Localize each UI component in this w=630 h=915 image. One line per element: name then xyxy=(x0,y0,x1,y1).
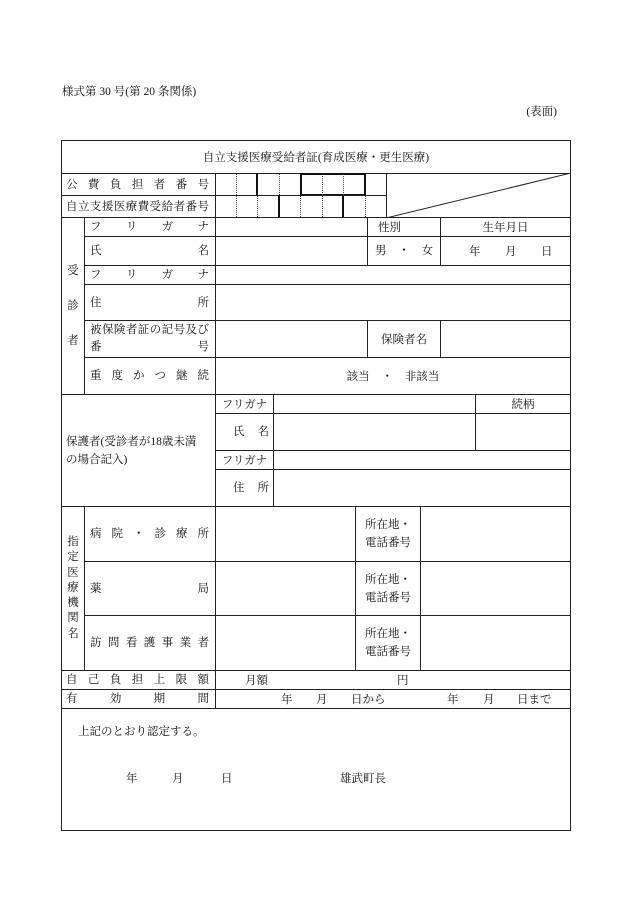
unused-strike-cell xyxy=(386,173,571,218)
hospital-location-label-cell xyxy=(355,506,421,562)
patient-address-furigana-label-cell xyxy=(84,265,216,285)
insurance-card-field xyxy=(215,320,368,358)
sex-label: 性別 xyxy=(378,222,401,234)
pharmacy-label-cell xyxy=(84,561,216,616)
sex-options-cell xyxy=(367,236,441,266)
digit-divider xyxy=(300,196,301,217)
copay-limit-label: 自 己 負 担 上 限 額 xyxy=(66,674,209,686)
patient-name-label: 氏 名 xyxy=(90,245,209,257)
validity-label-cell xyxy=(61,689,216,709)
facilities-section-cell xyxy=(61,506,85,671)
pharmacy-name-field xyxy=(215,561,356,616)
insurer-name-field xyxy=(440,320,571,358)
diagonal-strike-line xyxy=(386,173,571,218)
certification-cell xyxy=(61,708,571,831)
guardian-address-furigana-field xyxy=(273,450,571,470)
copay-limit-label-cell xyxy=(61,670,216,690)
pharmacy-location-label xyxy=(365,571,411,607)
severe-continuous-label-cell xyxy=(84,357,216,395)
location-label-line2: 電話番号 xyxy=(365,591,411,604)
pharmacy-location-label-cell xyxy=(355,561,421,616)
patient-address-furigana-field xyxy=(215,265,571,285)
patient-address-field xyxy=(215,284,571,321)
recipient-number-boxes xyxy=(215,195,387,218)
public-payer-number-boxes xyxy=(215,173,387,196)
relationship-field xyxy=(475,413,571,451)
patient-section-cell xyxy=(61,217,85,395)
severe-continuous-label: 重 度 か つ 継 続 xyxy=(90,370,209,382)
certification-statement: 上記のとおり認定する。 xyxy=(78,726,205,738)
guardian-address-field xyxy=(273,469,571,507)
severe-continuous-options: 該当 ・ 非該当 xyxy=(346,371,440,383)
public-payer-number-label: 公 費 負 担 者 番 号 xyxy=(66,178,209,191)
location-label-line1: 所在地・ xyxy=(365,628,411,640)
public-payer-number-label-cell xyxy=(61,173,216,196)
guardian-section-label-line2: の場合記入) xyxy=(66,453,128,466)
birthdate-year-unit: 年 xyxy=(469,246,481,258)
certification-month: 月 xyxy=(172,773,184,785)
hospital-location-label xyxy=(365,516,411,552)
patient-name-furigana-label: フ リ ガ ナ xyxy=(90,221,209,233)
digit-divider xyxy=(322,196,323,217)
insurance-card-label-line2: 番 号 xyxy=(90,341,209,353)
certification-day: 日 xyxy=(221,773,233,785)
recipient-number-label-cell xyxy=(61,195,216,218)
home-nursing-label: 訪 問 看 護 事 業 者 xyxy=(90,637,209,649)
validity-to-year: 年 xyxy=(447,694,459,706)
validity-field xyxy=(215,689,571,709)
monthly-amount-label: 月額 xyxy=(245,675,268,687)
insurance-card-label xyxy=(90,322,209,356)
patient-name-field xyxy=(215,236,368,266)
relationship-label-cell xyxy=(475,394,571,414)
digit-divider xyxy=(322,174,323,195)
home-nursing-name-field xyxy=(215,615,356,671)
guardian-address-label: 住 所 xyxy=(233,482,269,494)
copay-limit-field xyxy=(215,670,571,690)
guardian-address-furigana-label-cell xyxy=(215,450,274,470)
insurer-name-label-cell xyxy=(367,320,441,358)
validity-to-month: 月 xyxy=(483,694,495,706)
group-divider xyxy=(256,173,258,196)
digit-divider xyxy=(279,174,280,195)
location-label-line2: 電話番号 xyxy=(365,537,411,549)
issuer-name: 雄武町長 xyxy=(340,773,386,785)
title-cell xyxy=(61,140,571,174)
yen-unit: 円 xyxy=(397,675,409,687)
guardian-section-label-line1: 保護者(受診者が18歳未満 xyxy=(66,435,197,448)
recipient-number-label: 自立支援医療費受給者番号 xyxy=(66,200,209,213)
home-nursing-location-label xyxy=(365,625,411,661)
digit-divider xyxy=(236,174,237,195)
patient-section-label: 受診者 xyxy=(67,264,79,347)
patient-name-furigana-field xyxy=(215,217,368,237)
validity-from-year: 年 xyxy=(281,694,293,706)
guardian-section-cell xyxy=(61,394,216,507)
home-nursing-location-label-cell xyxy=(355,615,421,671)
home-nursing-label-cell xyxy=(84,615,216,671)
group-divider xyxy=(342,195,344,218)
guardian-address-label-cell xyxy=(215,469,274,507)
birthdate-month-unit: 月 xyxy=(505,246,517,258)
birthdate-day-unit: 日 xyxy=(541,246,553,258)
digit-divider xyxy=(365,196,366,217)
patient-address-label-cell xyxy=(84,284,216,321)
form-number: 様式第 30 号(第 20 条関係) xyxy=(62,86,197,98)
birthdate-label: 生年月日 xyxy=(482,222,529,234)
guardian-address-furigana-label: フリガナ xyxy=(221,455,268,467)
sex-label-cell xyxy=(367,217,441,237)
patient-name-label-cell xyxy=(84,236,216,266)
patient-name-furigana-label-cell xyxy=(84,217,216,237)
insurer-name-label: 保険者名 xyxy=(381,334,427,346)
guardian-name-furigana-field xyxy=(273,394,476,414)
facilities-section-label: 指定医療機関名 xyxy=(67,536,79,640)
guardian-name-label: 氏 名 xyxy=(233,426,269,438)
digit-divider xyxy=(236,196,237,217)
validity-label: 有 効 期 間 xyxy=(66,693,209,705)
location-label-line2: 電話番号 xyxy=(365,646,411,658)
guardian-section-label xyxy=(66,433,209,469)
relationship-label: 続柄 xyxy=(511,399,535,411)
pharmacy-location-field xyxy=(420,561,571,616)
location-label-line1: 所在地・ xyxy=(365,573,411,586)
patient-address-furigana-label: フ リ ガ ナ xyxy=(90,269,209,281)
guardian-name-furigana-label-cell xyxy=(215,394,274,414)
group-divider xyxy=(278,195,280,218)
home-nursing-location-field xyxy=(420,615,571,671)
location-label-line1: 所在地・ xyxy=(365,519,411,531)
hospital-name-field xyxy=(215,506,356,562)
severe-continuous-field xyxy=(215,357,571,395)
digit-divider xyxy=(257,196,258,217)
sex-options: 男 ・ 女 xyxy=(375,245,433,257)
hospital-label-cell xyxy=(84,506,216,562)
guardian-name-field xyxy=(273,413,476,451)
patient-address-label: 住 所 xyxy=(90,296,209,309)
birthdate-field xyxy=(440,236,571,266)
validity-from-month: 月 xyxy=(316,694,328,706)
validity-from-day: 日から xyxy=(351,694,386,706)
certificate-title: 自立支援医療受給者証(育成医療・更生医療) xyxy=(202,152,430,164)
insurance-card-label-line1: 被保険者証の記号及び xyxy=(90,324,209,336)
guardian-name-furigana-label: フリガナ xyxy=(221,399,268,411)
validity-to-day: 日まで xyxy=(517,694,552,706)
certification-year: 年 xyxy=(126,773,138,785)
digit-divider xyxy=(343,174,344,195)
guardian-name-label-cell xyxy=(215,413,274,451)
digit-group-box xyxy=(300,173,366,196)
hospital-label: 病 院 ・ 診 療 所 xyxy=(90,528,209,540)
hospital-location-field xyxy=(420,506,571,562)
side-indicator: (表面) xyxy=(526,106,557,118)
pharmacy-label: 薬 局 xyxy=(90,582,209,595)
birthdate-label-cell xyxy=(440,217,571,237)
insurance-card-label-cell xyxy=(84,320,216,358)
